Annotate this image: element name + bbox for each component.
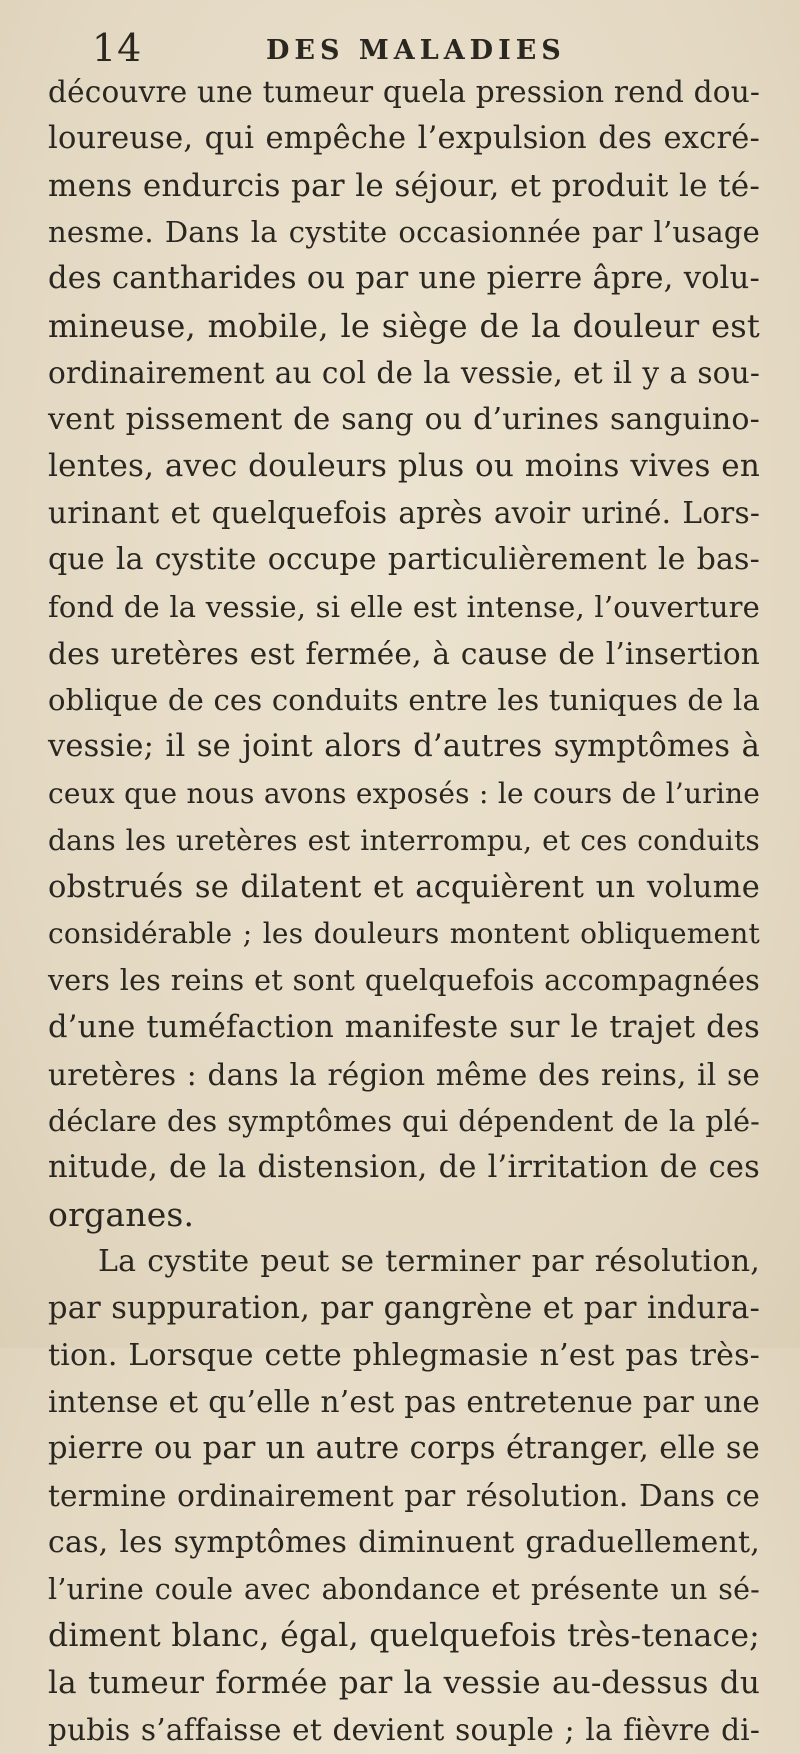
- text-line: déclare des symptômes qui dépendent de la plé-: [48, 1104, 760, 1138]
- text-line: nesme. Dans la cystite occasionnée par l’usage: [48, 215, 760, 250]
- text-line: urinant et quelquefois après avoir uriné. Lors-: [48, 496, 760, 531]
- text-line: vent pissement de sang ou d’urines sanguino-: [48, 401, 760, 437]
- text-line: loureuse, qui empêche l’expulsion des excré-: [48, 120, 760, 156]
- text-line: vessie; il se joint alors d’autres symptômes à: [48, 729, 760, 765]
- text-line: intense et qu’elle n’est pas entretenue par une: [48, 1385, 760, 1420]
- text-line: lentes, avec douleurs plus ou moins vives en: [48, 448, 760, 485]
- text-line: pubis s’affaisse et devient souple ; la fièvre di-: [48, 1712, 760, 1747]
- text-line: d’une tuméfaction manifeste sur le trajet des: [48, 1009, 760, 1045]
- text-line: mens endurcis par le séjour, et produit le té-: [48, 167, 760, 204]
- text-line: fond de la vessie, si elle est intense, l’ouverture: [48, 589, 760, 624]
- text-line: par suppuration, par gangrène et par indura-: [48, 1290, 760, 1326]
- text-line: la tumeur formée par la vessie au-dessus du: [48, 1665, 760, 1702]
- text-line: découvre une tumeur quela pression rend dou-: [48, 75, 761, 109]
- text-line: mineuse, mobile, le siège de la douleur est: [48, 306, 760, 345]
- text-line: diment blanc, égal, quelquefois très-tenace;: [48, 1618, 760, 1655]
- text-line: tion. Lorsque cette phlegmasie n’est pas très-: [48, 1337, 760, 1373]
- text-line: uretères : dans la région même des reins, il se: [48, 1057, 760, 1092]
- text-line: La cystite peut se terminer par résolution,: [98, 1243, 760, 1279]
- running-head: DES MALADIES: [266, 35, 566, 66]
- text-line: obstrués se dilatent et acquièrent un volume: [48, 869, 760, 905]
- text-line: vers les reins et sont quelquefois accompagnées: [48, 964, 760, 998]
- text-line: oblique de ces conduits entre les tuniques de la: [48, 683, 760, 718]
- body-text: [48, 69, 760, 1754]
- text-line: que la cystite occupe particulièrement le bas-: [48, 541, 760, 577]
- page-header: [0, 28, 800, 68]
- text-line: nitude, de la distension, de l’irritation de ces: [48, 1150, 760, 1186]
- text-line: organes.: [48, 1195, 195, 1235]
- text-line: ordinairement au col de la vessie, et il y a sou-: [48, 355, 760, 390]
- text-line: cas, les symptômes diminuent graduellement,: [48, 1524, 760, 1560]
- text-line: des uretères est fermée, à cause de l’insertion: [48, 636, 760, 671]
- text-line: dans les uretères est interrompu, et ces conduits: [48, 823, 760, 857]
- text-line: pierre ou par un autre corps étranger, elle se: [48, 1431, 760, 1467]
- page-number: 14: [92, 26, 143, 70]
- text-line: termine ordinairement par résolution. Dans ce: [48, 1478, 760, 1513]
- text-line: l’urine coule avec abondance et présente un sé-: [48, 1572, 760, 1606]
- text-line: ceux que nous avons exposés : le cours de l’urine: [48, 776, 760, 810]
- text-line: des cantharides ou par une pierre âpre, volu-: [48, 261, 760, 297]
- text-line: considérable ; les douleurs montent obliquement: [48, 917, 760, 951]
